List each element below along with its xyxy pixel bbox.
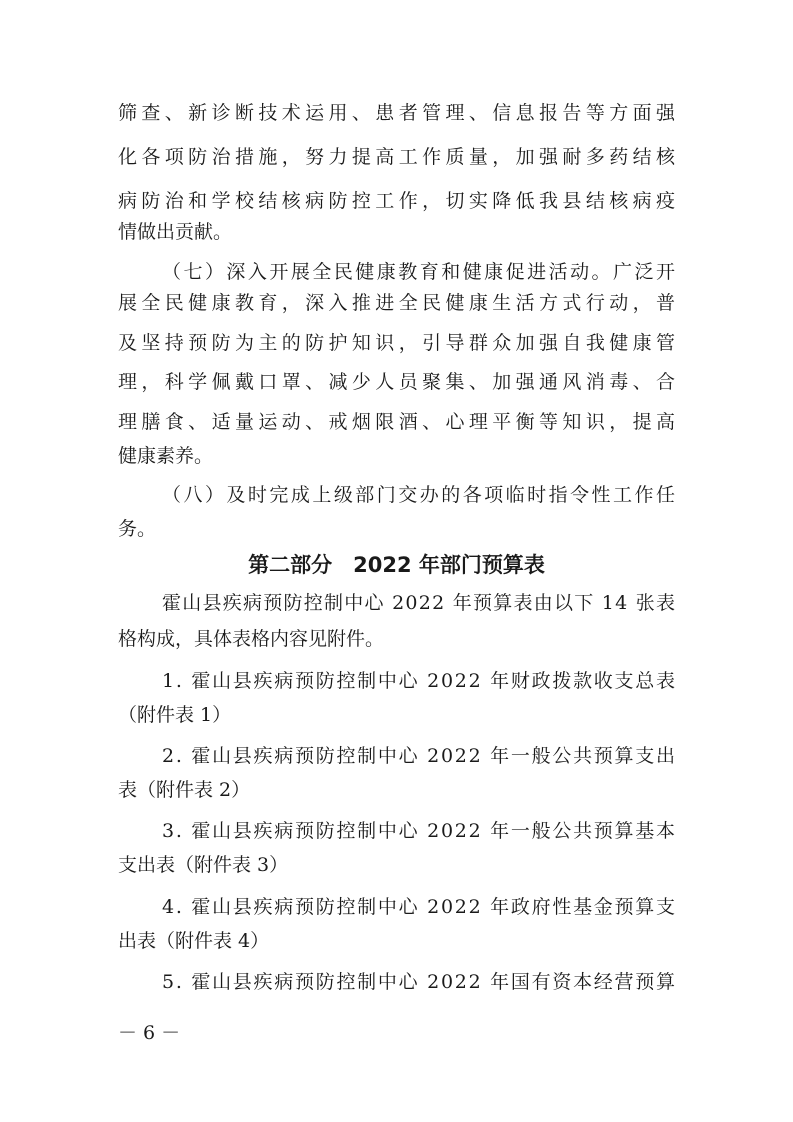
paragraph-line: 化各项防治措施，努力提高工作质量，加强耐多药结核: [118, 146, 680, 168]
paragraph-line: 健康素养。: [118, 445, 214, 467]
list-item: 4. 霍山县疾病预防控制中心 2022 年政府性基金预算支: [162, 896, 677, 918]
paragraph-line: 理膳食、适量运动、戒烟限酒、心理平衡等知识，提高: [118, 411, 680, 433]
section-heading: 第二部分 2022 年部门预算表: [248, 553, 545, 577]
paragraph-line: 及坚持预防为主的防护知识，引导群众加强自我健康管: [118, 332, 680, 354]
list-item-continuation: 支出表（附件表 3）: [118, 854, 289, 876]
list-item-continuation: 出表（附件表 4）: [118, 930, 270, 952]
paragraph-line: 病防治和学校结核病防控工作，切实降低我县结核病疫: [118, 190, 680, 212]
paragraph-line: 情做出贡献。: [118, 221, 233, 243]
paragraph-line: （八）及时完成上级部门交办的各项临时指令性工作任: [162, 484, 678, 506]
list-item-continuation: （附件表 1）: [118, 704, 232, 726]
list-item: 2. 霍山县疾病预防控制中心 2022 年一般公共预算支出: [162, 745, 677, 767]
list-item: 1. 霍山县疾病预防控制中心 2022 年财政拨款收支总表: [162, 670, 677, 692]
list-item-continuation: 表（附件表 2）: [118, 779, 251, 801]
paragraph-line: 务。: [118, 518, 157, 540]
paragraph-line: 筛查、新诊断技术运用、患者管理、信息报告等方面强: [118, 102, 680, 124]
page-number: － 6 －: [118, 1022, 181, 1044]
list-item: 3. 霍山县疾病预防控制中心 2022 年一般公共预算基本: [162, 820, 677, 842]
paragraph-line: （七）深入开展全民健康教育和健康促进活动。广泛开: [162, 261, 678, 283]
intro-line: 格构成，具体表格内容见附件。: [118, 628, 385, 650]
intro-line: 霍山县疾病预防控制中心 2022 年预算表由以下 14 张表: [162, 592, 677, 614]
list-item: 5. 霍山县疾病预防控制中心 2022 年国有资本经营预算: [162, 971, 677, 993]
paragraph-line: 展全民健康教育，深入推进全民健康生活方式行动，普: [118, 292, 680, 314]
paragraph-line: 理，科学佩戴口罩、减少人员聚集、加强通风消毒、合: [118, 371, 680, 393]
